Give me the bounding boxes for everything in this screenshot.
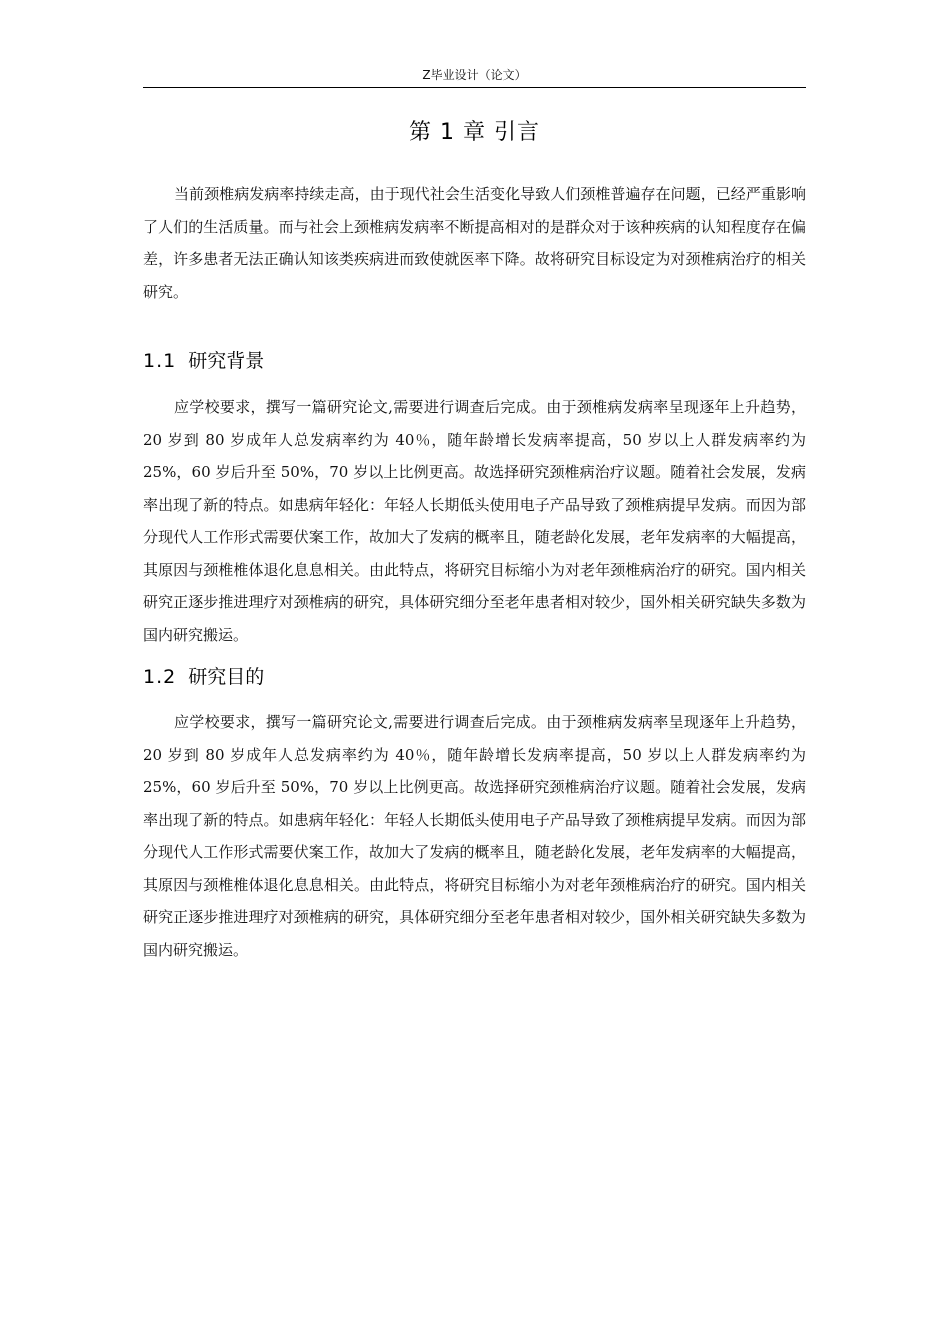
section-title: 研究背景 — [188, 350, 265, 372]
section-heading-purpose — [143, 663, 806, 691]
section-title: 研究目的 — [188, 666, 265, 688]
section-number: 1.2 — [143, 666, 177, 688]
section-paragraph-background: 应学校要求，撰写一篇研究论文,需要进行调查后完成。由于颈椎病发病率呈现逐年上升趋势，20 岁到 80 岁成年人总发病率约为 40％，随年龄增长发病率提高，50 岁以上人群发病率约为 25%，60 岁后升至 50%，70 岁以上比例更高。故选择研究颈椎病治疗议题。随着社会发展，发病率出现了新的特点。如患病年轻化：年轻人长期低头使用电子产品导致了颈椎病提早发病。而因为部分现代人工作形式需要伏案工作，故加大了发病的概率且，随老龄化发展，老年发病率的大幅提高，其原因与颈椎椎体退化息息相关。由此特点，将研究目标缩小为对老年颈椎病治疗的研究。国内相关研究正逐步推进理疗对颈椎病的研究，具体研究细分至老年患者相对较少，国外相关研究缺失多数为国内研究搬运。 — [143, 398, 806, 644]
section-number: 1.1 — [143, 350, 177, 372]
chapter-title: 第 1 章 引言 — [409, 120, 540, 145]
section-paragraph-purpose: 应学校要求，撰写一篇研究论文,需要进行调查后完成。由于颈椎病发病率呈现逐年上升趋势，20 岁到 80 岁成年人总发病率约为 40％，随年龄增长发病率提高，50 岁以上人群发病率约为 25%，60 岁后升至 50%，70 岁以上比例更高。故选择研究颈椎病治疗议题。随着社会发展，发病率出现了新的特点。如患病年轻化：年轻人长期低头使用电子产品导致了颈椎病提早发病。而因为部分现代人工作形式需要伏案工作，故加大了发病的概率且，随老龄化发展，老年发病率的大幅提高，其原因与颈椎椎体退化息息相关。由此特点，将研究目标缩小为对老年颈椎病治疗的研究。国内相关研究正逐步推进理疗对颈椎病的研究，具体研究细分至老年患者相对较少，国外相关研究缺失多数为国内研究搬运。 — [143, 713, 806, 959]
section-heading-background — [143, 347, 806, 375]
header-divider — [143, 87, 806, 88]
page-header: Z毕业设计（论文） — [422, 68, 527, 82]
intro-paragraph: 当前颈椎病发病率持续走高，由于现代社会生活变化导致人们颈椎普遍存在问题，已经严重影响了人们的生活质量。而与社会上颈椎病发病率不断提高相对的是群众对于该种疾病的认知程度存在偏差，许多患者无法正确认知该类疾病进而致使就医率下降。故将研究目标设定为对颈椎病治疗的相关研究。 — [143, 185, 806, 301]
